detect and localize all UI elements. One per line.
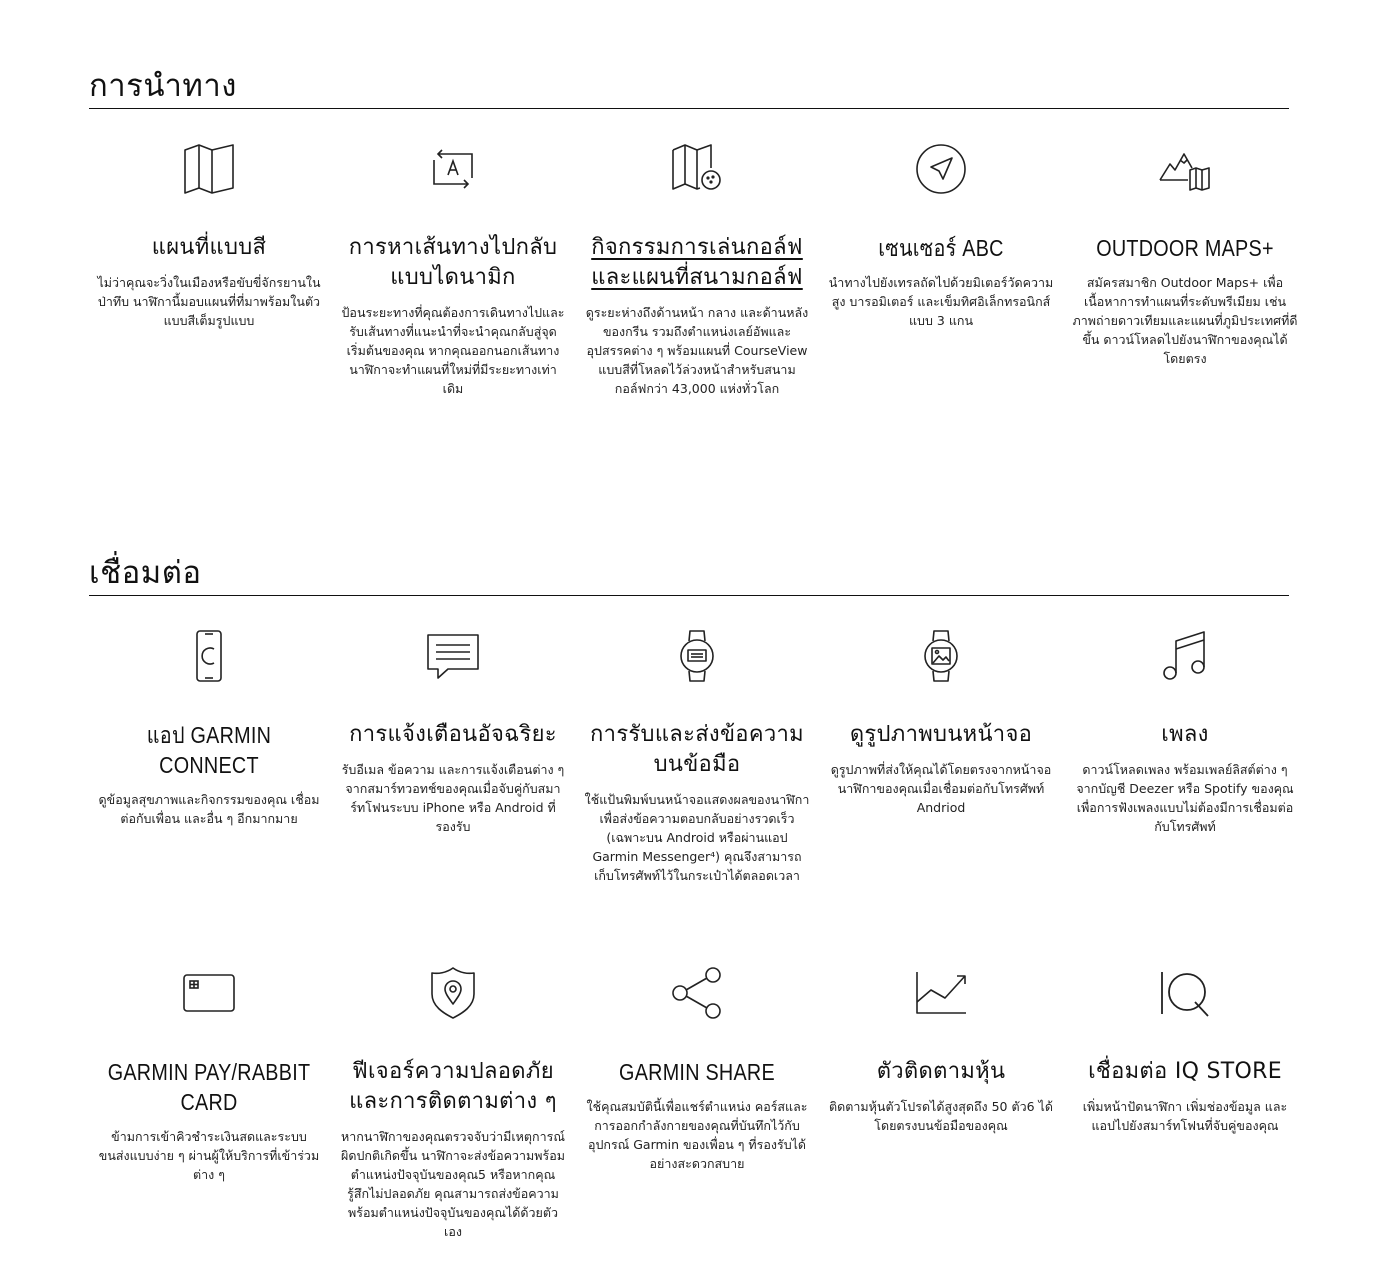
feature-description: สมัครสมาชิก Outdoor Maps+ เพื่อเนื้อหาการทำแผนที่ระดับพรีเมียม เช่น ภาพถ่ายดาวเทียมและแผนที่ภูมิประเทศที่ดีขึ้น ดาวน์โหลดไปยังนาฬิกาของคุณได้โดยตรง <box>1072 275 1298 366</box>
feature-description: ไม่ว่าคุณจะวิ่งในเมืองหรือขับขี่จักรยานในป่าทึบ นาฬิกานี้มอบแผนที่ที่มาพร้อมในตัวแบบสีเต็มรูปแบบ <box>97 275 321 328</box>
feature-title: การรับและส่งข้อความบนข้อมือ <box>590 722 804 777</box>
phone-icon <box>182 629 236 683</box>
round-trip-icon <box>426 142 480 196</box>
section-divider <box>89 595 1289 596</box>
feature-title: เพลง <box>1161 722 1209 747</box>
feature-card-picture-viewer <box>819 626 1063 954</box>
section-divider <box>89 108 1289 109</box>
watch-message-icon <box>670 629 724 683</box>
feature-description: ดูรูปภาพที่ส่งให้คุณได้โดยตรงจากหน้าจอนาฬิกาของคุณเมื่อเชื่อมต่อกับโทรศัพท์ Andriod <box>830 762 1052 815</box>
music-icon <box>1158 629 1212 683</box>
iq-store-icon <box>1158 966 1212 1020</box>
feature-title: การหาเส้นทางไปกลับแบบไดนามิก <box>348 235 558 290</box>
feature-description: ดูข้อมูลสุขภาพและกิจกรรมของคุณ เชื่อมต่อกับเพื่อน และอื่น ๆ อีกมากมาย <box>98 792 320 826</box>
feature-title: เชื่อมต่อ IQ STORE <box>1088 1059 1282 1084</box>
feature-card-stock-tracker <box>819 963 1063 1241</box>
feature-description: หากนาฬิกาของคุณตรวจจับว่ามีเหตุการณ์ผิดปกติเกิดขึ้น นาฬิกาจะส่งข้อความพร้อมตำแหน่งปัจจุบันของคุณ5 หรือหากคุณรู้สึกไม่ปลอดภัย คุณสามารถส่งข้อความพร้อมตำแหน่งปัจจุบันของคุณได้ด้วยตัวเอง <box>341 1129 565 1239</box>
feature-title: OUTDOOR MAPS+ <box>1096 235 1274 261</box>
feature-description: ใช้แป้นพิมพ์บนหน้าจอแสดงผลของนาฬิกาเพื่อส่งข้อความตอบกลับอย่างรวดเร็ว (เฉพาะบน Android หรือผ่านแอป Garmin Messenger⁴) คุณจึงสามารถเก็บโทรศัพท์ไว้ในกระเป๋าได้ตลอดเวลา <box>584 792 810 883</box>
feature-card-wrist-messaging <box>575 626 819 954</box>
feature-description: เพิ่มหน้าปัดนาฬิกา เพิ่มช่องข้อมูล และแอปไปยังสมาร์ทโฟนที่จับคู่ของคุณ <box>1082 1099 1288 1133</box>
compass-arrow-icon <box>914 142 968 196</box>
feature-card-round-trip <box>331 139 575 469</box>
feature-title: ตัวติดตามหุ้น <box>876 1059 1006 1084</box>
feature-title: GARMIN SHARE <box>619 1059 775 1085</box>
feature-description: ข้ามการเข้าคิวชำระเงินสดและระบบขนส่งแบบง่าย ๆ ผ่านผู้ให้บริการที่เข้าร่วมต่าง ๆ <box>98 1129 320 1182</box>
feature-card-smart-notifications <box>331 626 575 954</box>
feature-title: การแจ้งเตือนอัจฉริยะ <box>349 722 557 747</box>
feature-description: ดาวน์โหลดเพลง พร้อมเพลย์ลิสต์ต่าง ๆ จากบัญชี Deezer หรือ Spotify ของคุณ เพื่อการฟังเพลงแบบไม่ต้องมีการเชื่อมต่อกับโทรศัพท์ <box>1076 762 1294 834</box>
feature-description: ป้อนระยะทางที่คุณต้องการเดินทางไปและรับเส้นทางที่แนะนำที่จะนำคุณกลับสู่จุดเริ่มต้นของคุณ หากคุณออกนอกเส้นทาง นาฬิกาจะทำแผนที่ใหม่ที่มีระยะทางเท่าเดิม <box>341 305 565 396</box>
feature-description: ใช้คุณสมบัตินี้เพื่อแชร์ตำแหน่ง คอร์สและการออกกำลังกายของคุณที่บันทึกไว้กับอุปกรณ์ Garmin ของเพื่อน ๆ ที่รองรับได้อย่างสะดวกสบาย <box>586 1099 808 1171</box>
shield-location-icon <box>426 966 480 1020</box>
feature-card-safety-tracking <box>331 963 575 1241</box>
feature-description: รับอีเมล ข้อความ และการแจ้งเตือนต่าง ๆ จากสมาร์ทวอทช์ของคุณเมื่อจับคู่กับสมาร์ทโฟนระบบ iPhone หรือ Android ที่รองรับ <box>341 762 565 834</box>
feature-title: แผนที่แบบสี <box>151 235 267 260</box>
feature-card-color-maps <box>87 139 331 469</box>
share-icon <box>670 966 724 1020</box>
feature-title: ดูรูปภาพบนหน้าจอ <box>849 722 1033 747</box>
feature-card-music <box>1063 626 1307 954</box>
feature-card-garmin-pay <box>87 963 331 1241</box>
map-icon <box>182 142 236 196</box>
feature-title: ฟีเจอร์ความปลอดภัยและการติดตามต่าง ๆ <box>349 1059 557 1114</box>
outdoor-map-icon <box>1158 142 1212 196</box>
feature-card-outdoor-maps <box>1063 139 1307 469</box>
section-title-navigation: การนำทาง <box>89 68 237 104</box>
feature-title: GARMIN PAY/RABBIT CARD <box>107 1059 311 1115</box>
connectivity-section <box>89 553 1294 1241</box>
section-title-connectivity: เชื่อมต่อ <box>89 555 202 591</box>
feature-card-abc-sensors <box>819 139 1063 469</box>
card-icon <box>182 966 236 1020</box>
golf-map-icon <box>670 142 724 196</box>
stock-chart-icon <box>914 966 968 1020</box>
feature-description: ดูระยะห่างถึงด้านหน้า กลาง และด้านหลังของกรีน รวมถึงตำแหน่งเลย์อัพและอุปสรรคต่าง ๆ พร้อมแผนที่ CourseView แบบสีที่โหลดไว้ล่วงหน้าสำหรับสนามกอล์ฟกว่า 43,000 แห่งทั่วโลก <box>585 305 809 396</box>
feature-title: แอป GARMIN CONNECT <box>146 722 272 778</box>
feature-description: ติดตามหุ้นตัวโปรดได้สูงสุดถึง 50 ตัว6 ได้โดยตรงบนข้อมือของคุณ <box>829 1099 1053 1133</box>
watch-photo-icon <box>914 629 968 683</box>
feature-card-garmin-share <box>575 963 819 1241</box>
feature-card-golf[interactable] <box>575 139 819 469</box>
feature-card-iq-store <box>1063 963 1307 1241</box>
feature-description: นำทางไปยังเทรลถัดไปด้วยมิเตอร์วัดความสูง บารอมิเตอร์ และเข็มทิศอิเล็กทรอนิกส์แบบ 3 แกน <box>828 275 1054 328</box>
feature-title: เซนเซอร์ ABC <box>878 235 1004 261</box>
feature-card-garmin-connect <box>87 626 331 954</box>
navigation-section <box>89 66 1298 469</box>
golf-feature-link[interactable]: กิจกรรมการเล่นกอล์ฟและแผนที่สนามกอล์ฟ <box>591 235 803 290</box>
message-icon <box>426 629 480 683</box>
